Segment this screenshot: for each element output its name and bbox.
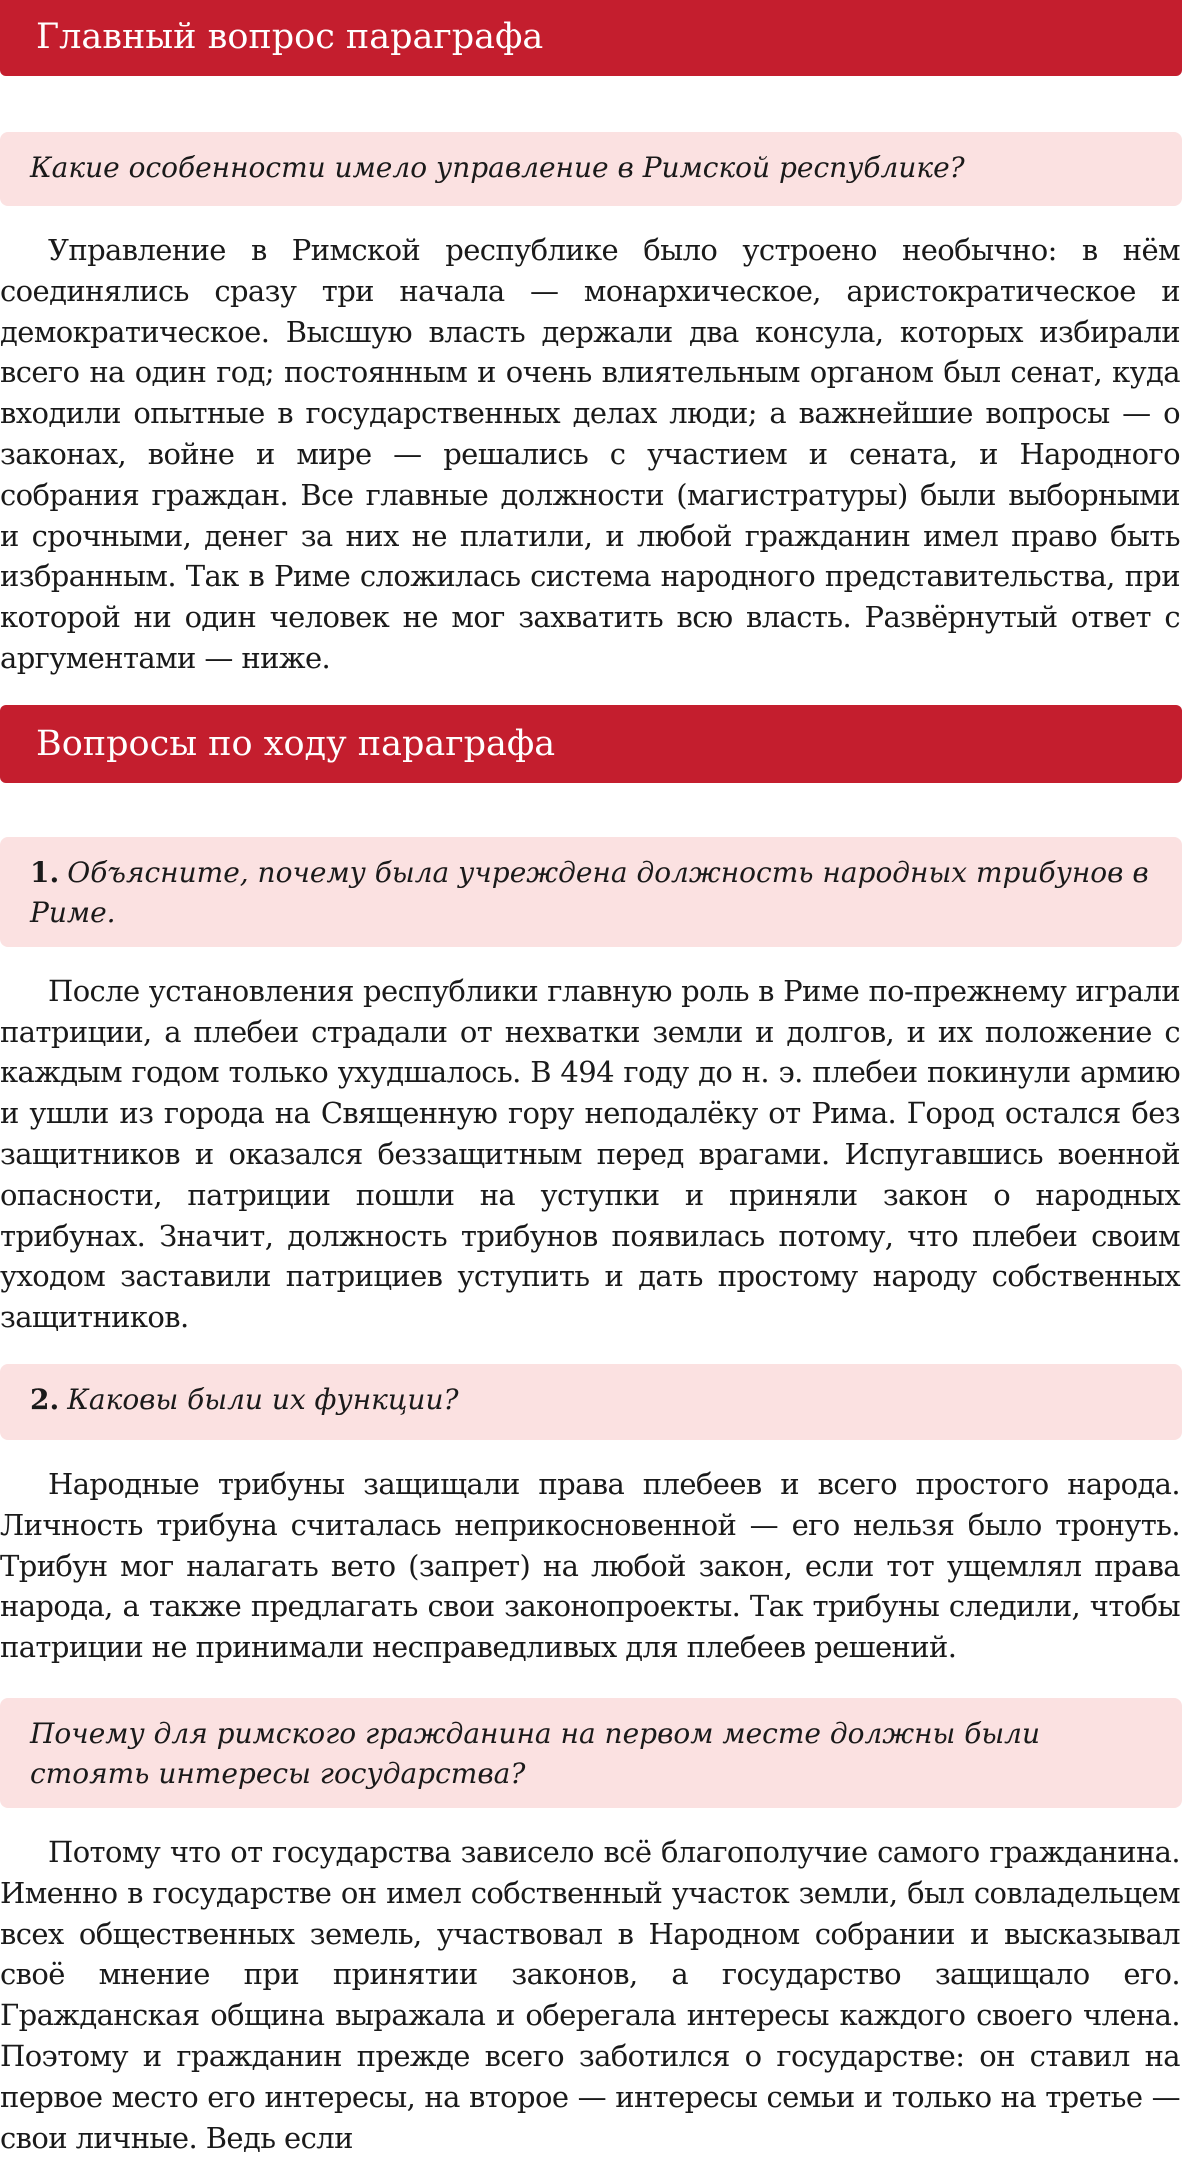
answer-3: Потому что от государства зависело всё благополучие самого гражданина. Именно в государстве он имел собственный участок земли, был совладельцем всех общественных земель, участвовал в Народном собрании и высказывал своё мнение при принятии законов, а государство защищало его. Гражданская община выражала и оберегала интересы каждого своего члена. Поэтому и гражданин прежде всего заботился о государстве: он ставил на первое место его интересы, на второе — интересы семьи и только на третье — свои личные. Ведь если	[0, 1834, 1180, 2155]
question-box-1	[0, 837, 1182, 947]
main-question-header: Главный вопрос параграфа	[0, 0, 1182, 76]
answer-2: Народные трибуны защищали права плебеев и всего простого народа. Личность трибуна считалась неприкосновенной — его нельзя было тронуть. Трибун мог налагать вето (запрет) на любой закон, если тот ущемлял права народа, а также предлагать свои законопроекты. Так трибуны следили, чтобы патриции не принимали несправедливых для плебеев решений.	[0, 1466, 1180, 1665]
main-question-answer: Управление в Римской республике было устроено необычно: в нём соединялись сразу три начала — монархическое, аристократическое и демократическое. Высшую власть держали два консула, которых избирали всего на один год; постоянным и очень влиятельным органом был сенат, куда входили опытные в государственных делах люди; а важнейшие вопросы — о законах, войне и мире — решались с участием и сената, и Народного собрания граждан. Все главные должности (магистратуры) были выборными и срочными, денег за них не платили, и любой гражданин имел право быть избранным. Так в Риме сложилась система народного представительства, при которой ни один человек не мог захватить всю власть. Развёрнутый ответ с аргументами — ниже.	[0, 233, 1180, 675]
question-number-2: 2.	[30, 1382, 60, 1416]
question-text-1: Объясните, почему была учреждена должность народных трибунов в Риме.	[30, 855, 1149, 929]
question-text-2: Каковы были их функции?	[67, 1382, 459, 1416]
main-question-box	[0, 132, 1182, 206]
answer-1: После установления республики главную роль в Риме по-прежнему играли патриции, а плебеи страдали от нехватки земли и долгов, и их положение с каждым годом только ухудшалось. В 494 году до н. э. плебеи покинули армию и ушли из города на Священную гору неподалёку от Рима. Город остался без защитников и оказался беззащитным перед врагами. Испугавшись военной опасности, патриции пошли на уступки и приняли закон о народных трибунах. Значит, должность трибунов появилась потому, что плебеи своим уходом заставили патрициев уступить и дать простому народу собственных защитников.	[0, 973, 1180, 1335]
paragraph-questions-header: Вопросы по ходу параграфа	[0, 705, 1182, 783]
question-box-2	[0, 1364, 1182, 1440]
question-number-1: 1.	[30, 855, 60, 889]
main-question-text: Какие особенности имело управление в Римской республике?	[30, 151, 965, 184]
question-text-3: Почему для римского гражданина на первом месте должны были стоять интересы государства?	[30, 1716, 1041, 1790]
question-box-3	[0, 1698, 1182, 1808]
